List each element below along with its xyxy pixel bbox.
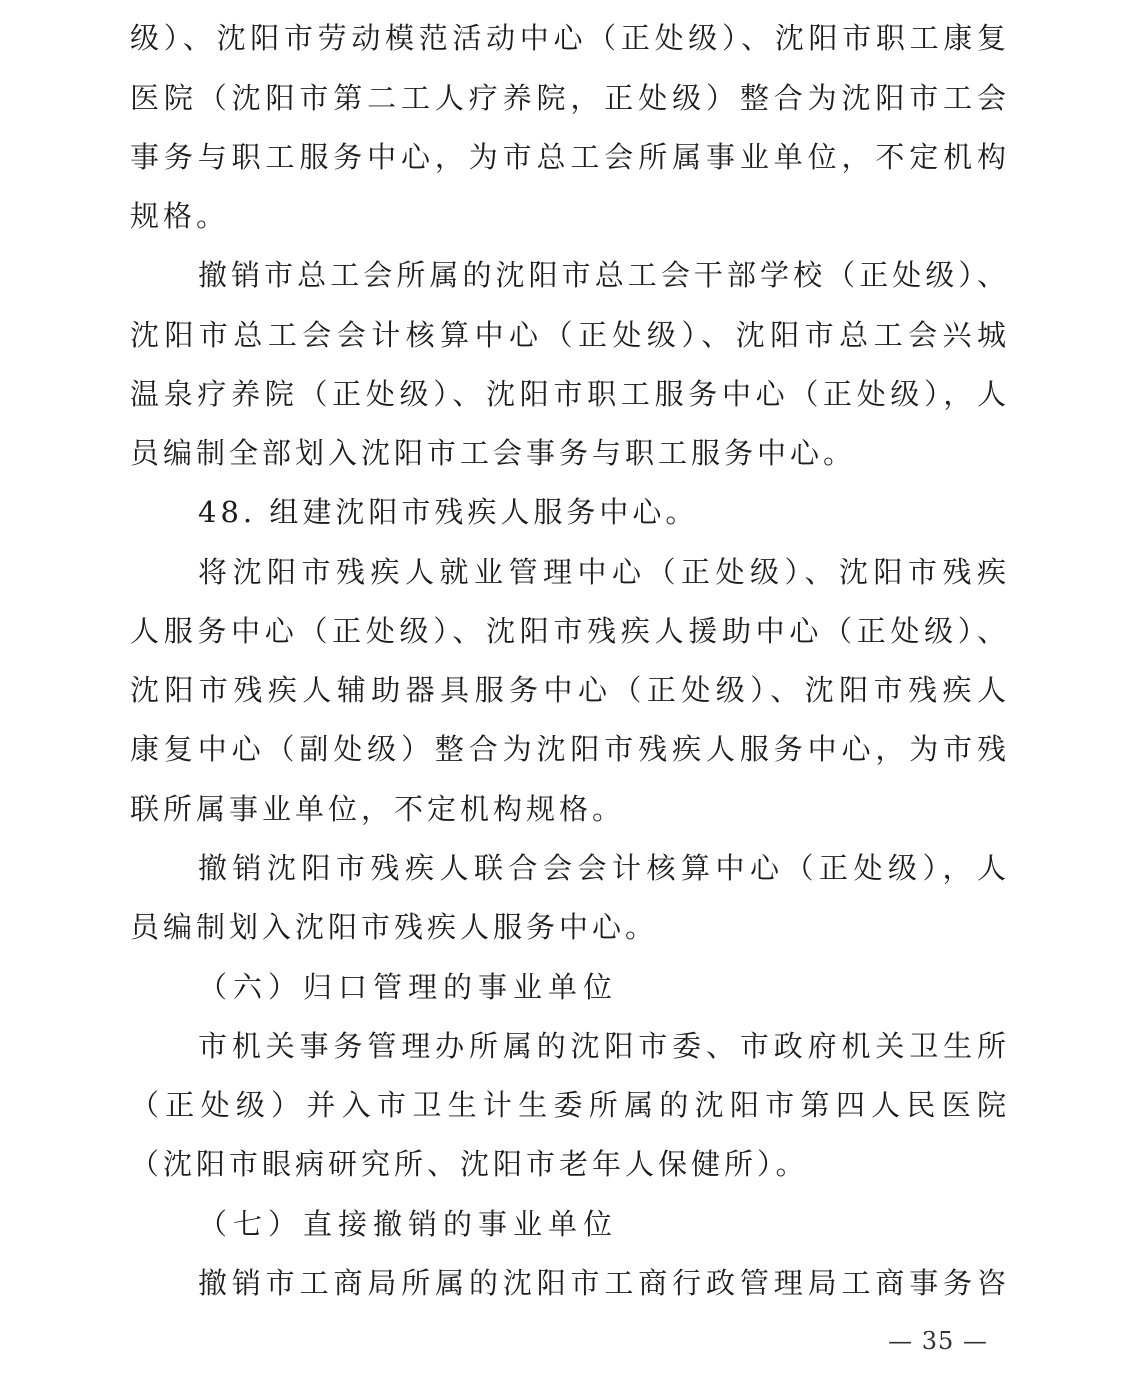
text-line: 联所属事业单位，不定机构规格。 — [130, 792, 626, 826]
text-line: （沈阳市眼病研究所、沈阳市老年人保健所）。 — [130, 1147, 809, 1181]
text-line: 员编制划入沈阳市残疾人服务中心。 — [130, 910, 659, 944]
section-heading: （六）归口管理的事业单位 — [198, 970, 619, 1004]
text-line: （正处级）并入市卫生计生委所属的沈阳市第四人民医院 — [130, 1088, 1010, 1122]
text-line: 康复中心（副处级）整合为沈阳市残疾人服务中心，为市残 — [130, 732, 1010, 766]
text-line: 级）、沈阳市劳动模范活动中心（正处级）、沈阳市职工康复 — [130, 21, 1010, 55]
section-item-title: 48. 组建沈阳市残疾人服务中心。 — [198, 495, 699, 529]
text-line: 市机关事务管理办所属的沈阳市委、市政府机关卫生所 — [198, 1029, 1010, 1063]
section-heading: （七）直接撤销的事业单位 — [198, 1207, 619, 1241]
text-line: 规格。 — [130, 199, 230, 233]
text-line: 撤销市工商局所属的沈阳市工商行政管理局工商事务咨 — [198, 1266, 1010, 1300]
text-line: 事务与职工服务中心，为市总工会所属事业单位，不定机构 — [130, 140, 1010, 174]
text-line: 撤销沈阳市残疾人联合会会计核算中心（正处级），人 — [198, 851, 1010, 885]
text-line: 沈阳市总工会会计核算中心（正处级）、沈阳市总工会兴城 — [130, 318, 1010, 352]
text-line: 员编制全部划入沈阳市工会事务与职工服务中心。 — [130, 436, 857, 470]
text-line: 医院（沈阳市第二工人疗养院，正处级）整合为沈阳市工会 — [130, 81, 1010, 115]
page-number: — 35 — — [888, 1327, 988, 1355]
text-line: 人服务中心（正处级）、沈阳市残疾人援助中心（正处级）、 — [130, 614, 1010, 648]
text-line: 撤销市总工会所属的沈阳市总工会干部学校（正处级）、 — [198, 258, 1010, 292]
text-line: 将沈阳市残疾人就业管理中心（正处级）、沈阳市残疾 — [198, 555, 1010, 589]
text-line: 温泉疗养院（正处级）、沈阳市职工服务中心（正处级），人 — [130, 377, 1010, 411]
text-line: 沈阳市残疾人辅助器具服务中心（正处级）、沈阳市残疾人 — [130, 673, 1010, 707]
